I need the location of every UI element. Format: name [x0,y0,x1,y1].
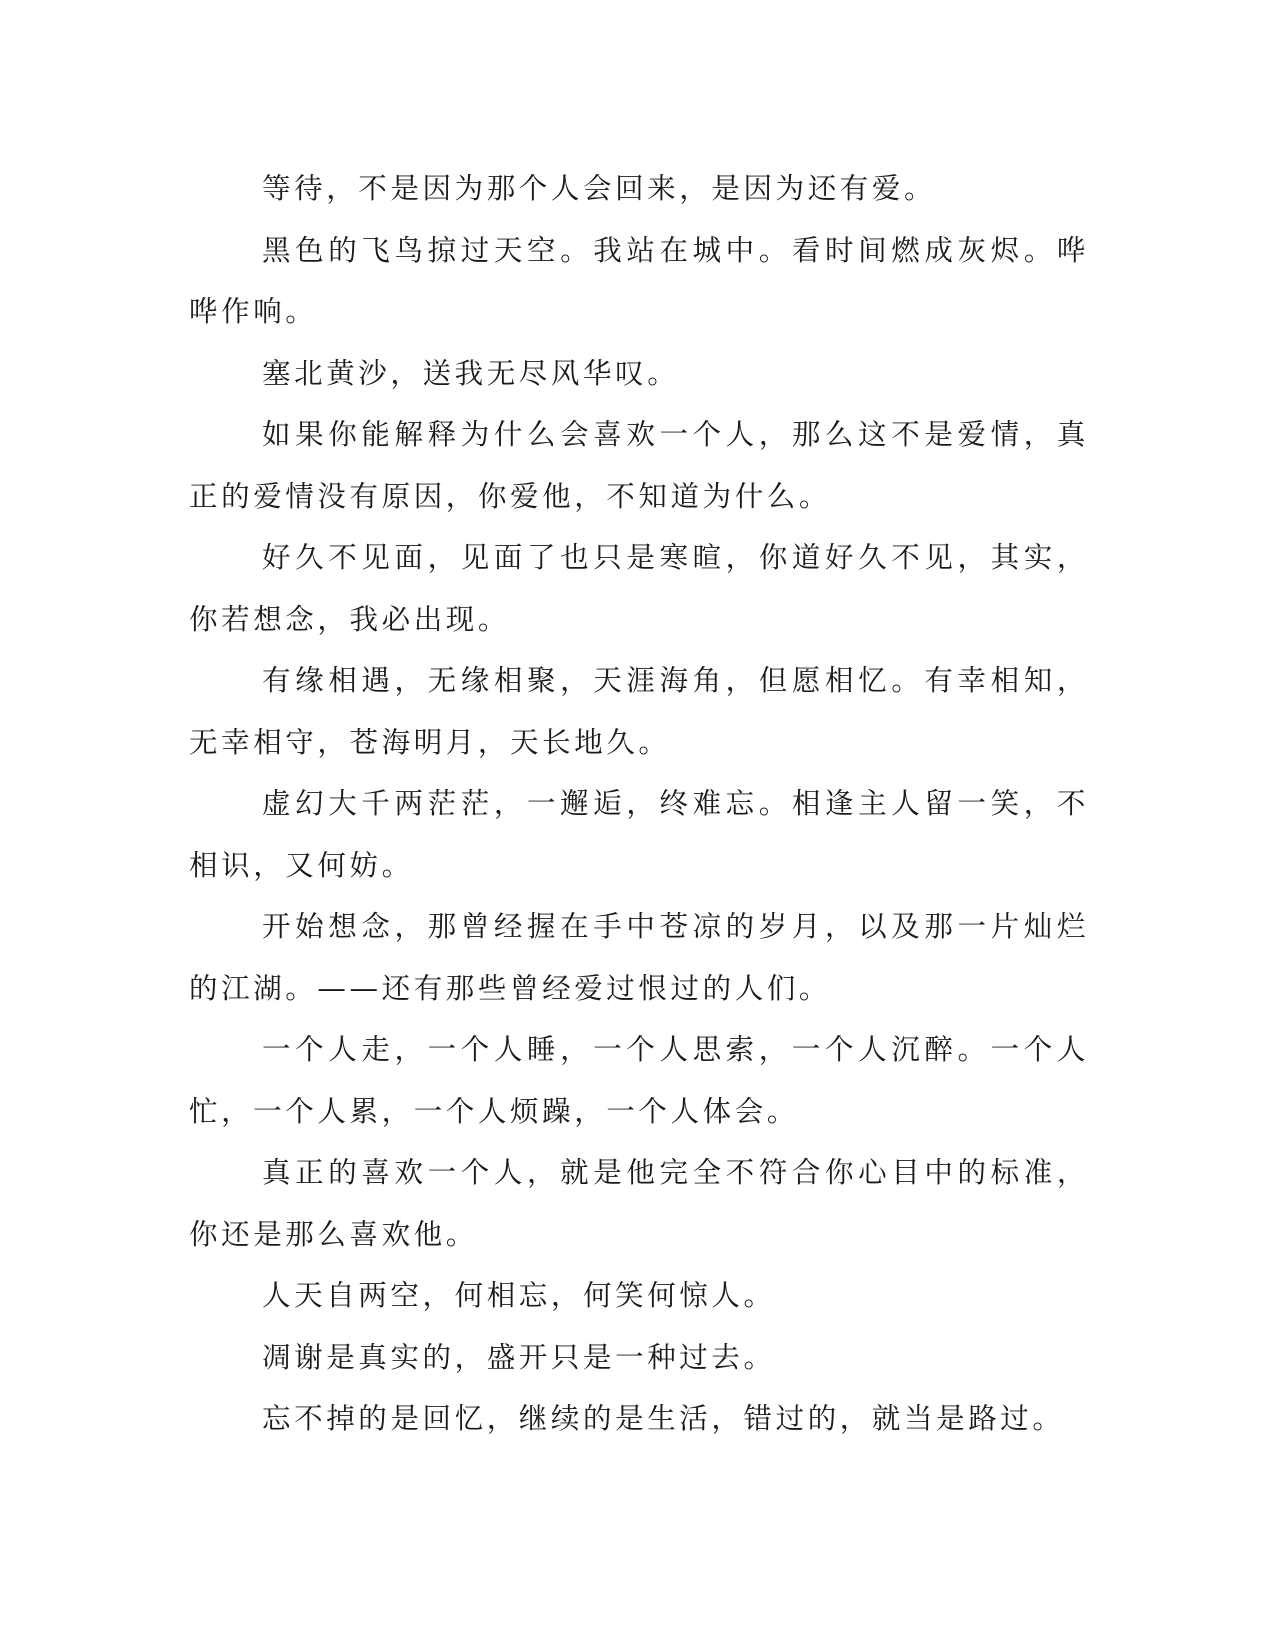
paragraph-7: 虚幻大千两茫茫，一邂逅，终难忘。相逢主人留一笑，不相识，又何妨。 [189,787,1089,882]
paragraph-5: 好久不见面，见面了也只是寒暄，你道好久不见，其实，你若想念，我必出现。 [189,541,1089,636]
paragraph-8: 开始想念，那曾经握在手中苍凉的岁月，以及那一片灿烂的江湖。——还有那些曾经爱过恨过的人们。 [189,910,1089,1005]
paragraph-9: 一个人走，一个人睡，一个人思索，一个人沉醉。一个人忙，一个人累，一个人烦躁，一个人体会。 [189,1033,1089,1128]
paragraph-6: 有缘相遇，无缘相聚，天涯海角，但愿相忆。有幸相知，无幸相守，苍海明月，天长地久。 [189,664,1089,759]
document-body [189,158,1089,1450]
paragraph-11: 人天自两空，何相忘，何笑何惊人。 [262,1279,776,1312]
paragraph-13: 忘不掉的是回忆，继续的是生活，错过的，就当是路过。 [262,1402,1065,1435]
paragraph-1: 等待，不是因为那个人会回来，是因为还有爱。 [262,172,937,205]
paragraph-2: 黑色的飞鸟掠过天空。我站在城中。看时间燃成灰烬。哗哗作响。 [189,233,1089,328]
paragraph-4: 如果你能解释为什么会喜欢一个人，那么这不是爱情，真正的爱情没有原因，你爱他，不知道为什么。 [189,418,1089,513]
paragraph-3: 塞北黄沙，送我无尽风华叹。 [262,356,680,390]
paragraph-12: 凋谢是真实的，盛开只是一种过去。 [262,1340,776,1374]
paragraph-10: 真正的喜欢一个人，就是他完全不符合你心目中的标准，你还是那么喜欢他。 [189,1156,1089,1251]
